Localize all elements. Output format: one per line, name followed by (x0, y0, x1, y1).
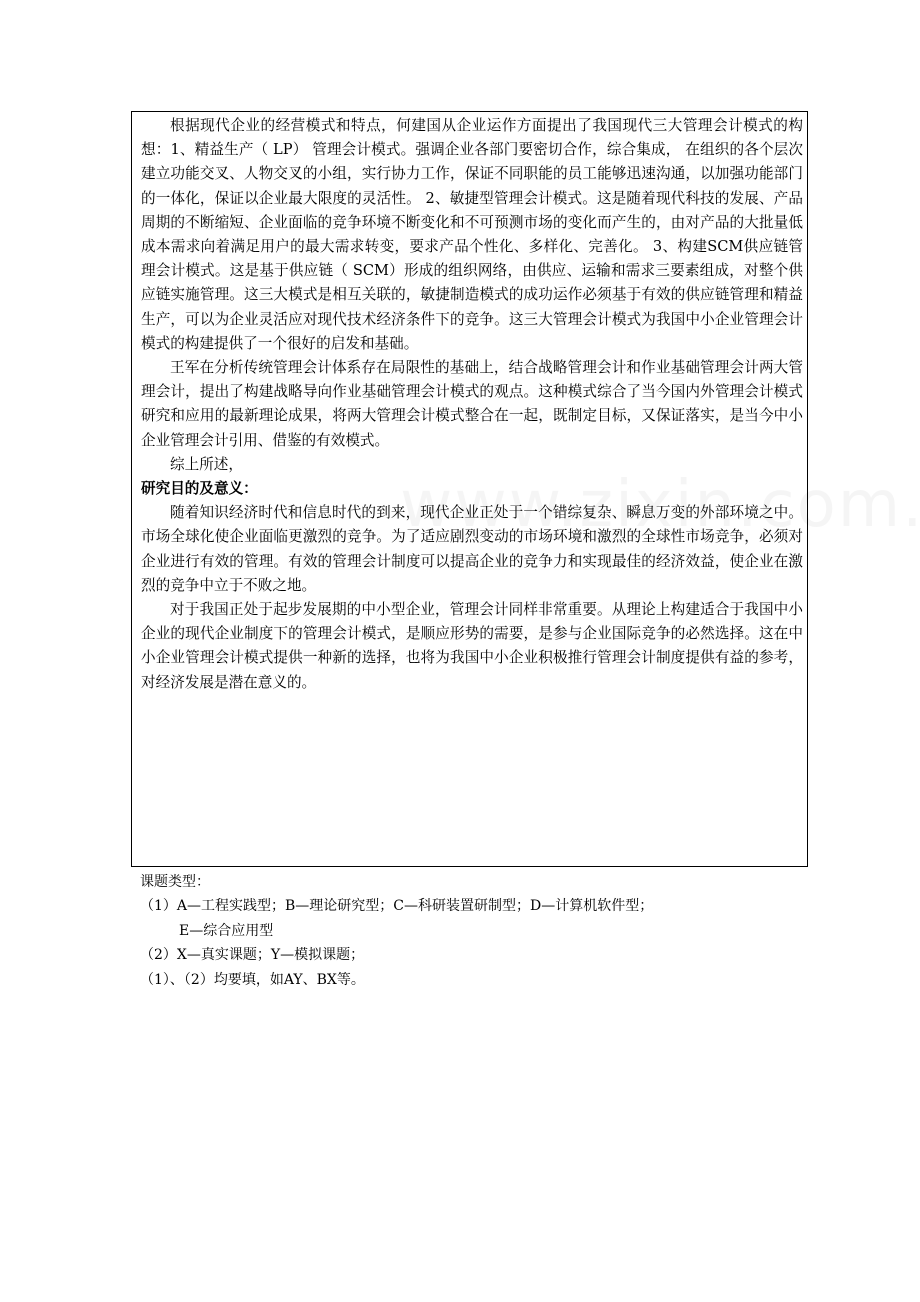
paragraph-summary: 综上所述， (170, 455, 243, 473)
notes-title: 课题类型： (140, 874, 210, 890)
section-heading-purpose: 研究目的及意义： (141, 480, 258, 498)
notes-line-type-codes: （1）A—工程实践型；B—理论研究型；C—科研装置研制型；D—计算机软件型； (140, 898, 654, 915)
paragraph-purpose-context: 随着知识经济时代和信息时代的到来，现代企业正处于一个错综复杂、瞬息万变的外部环境之中。市场全球化使企业面临更激烈的竞争。为了适应剧烈变动的市场环境和激烈的全球性市场竞争，必须对企业进行有效的管理。有效的管理会计制度可以提高企业的竞争力和实现最佳的经济效益，使企业在激烈的竞争中立于不败之地。 (141, 504, 803, 594)
notes-line-instruction: （1）、（2）均要填，如AY、BX等。 (140, 971, 365, 988)
paragraph-strategic-model: 王军在分析传统管理会计体系存在局限性的基础上，结合战略管理会计和作业基础管理会计两大管理会计，提出了构建战略导向作业基础管理会计模式的观点。这种模式综合了当今国内外管理会计模式研究和应用的最新理论成果，将两大管理会计模式整合在一起，既制定目标，又保证落实，是当今中小企业管理会计引用、借鉴的有效模式。 (141, 359, 803, 449)
content-box (131, 111, 808, 867)
topic-type-notes (140, 870, 820, 992)
notes-line-type-e: E—综合应用型 (179, 922, 274, 939)
paragraph-three-models: 根据现代企业的经营模式和特点，何建国从企业运作方面提出了我国现代三大管理会计模式的构想：1、精益生产（ LP） 管理会计模式。强调企业各部门要密切合作，综合集成， 在组织的各个层次建立功能交叉、人物交叉的小组，实行协力工作，保证不同职能的员工能够迅速沟通，以加强功能部门的一体化，保证以企业最大限度的灵活性。 2、敏捷型管理会计模式。这是随着现代科技的发展、产品周期的不断缩短、企业面临的竞争环境不断变化和不可预测市场的变化而产生的，由对产品的大批量低成本需求向着满足用户的最大需求转变，要求产品个性化、多样化、完善化。 3、构建SCM供应链管理会计模式。这是基于供应链（ SCM）形成的组织网络，由供应、运输和需求三要素组成，对整个供应链实施管理。这三大模式是相互关联的，敏捷制造模式的成功运作必须基于有效的供应链管理和精益生产，可以为企业灵活应对现代技术经济条件下的竞争。这三大管理会计模式为我国中小企业管理会计模式的构建提供了一个很好的启发和基础。 (141, 117, 803, 352)
notes-line-xy: （2）X—真实课题；Y—模拟课题； (140, 947, 365, 964)
paragraph-purpose-significance: 对于我国正处于起步发展期的中小型企业，管理会计同样非常重要。从理论上构建适合于我国中小企业的现代企业制度下的管理会计模式，是顺应形势的需要，是参与企业国际竞争的必然选择。这在中小企业管理会计模式提供一种新的选择，也将为我国中小企业积极推行管理会计制度提供有益的参考，对经济发展是潜在意义的。 (141, 601, 803, 691)
